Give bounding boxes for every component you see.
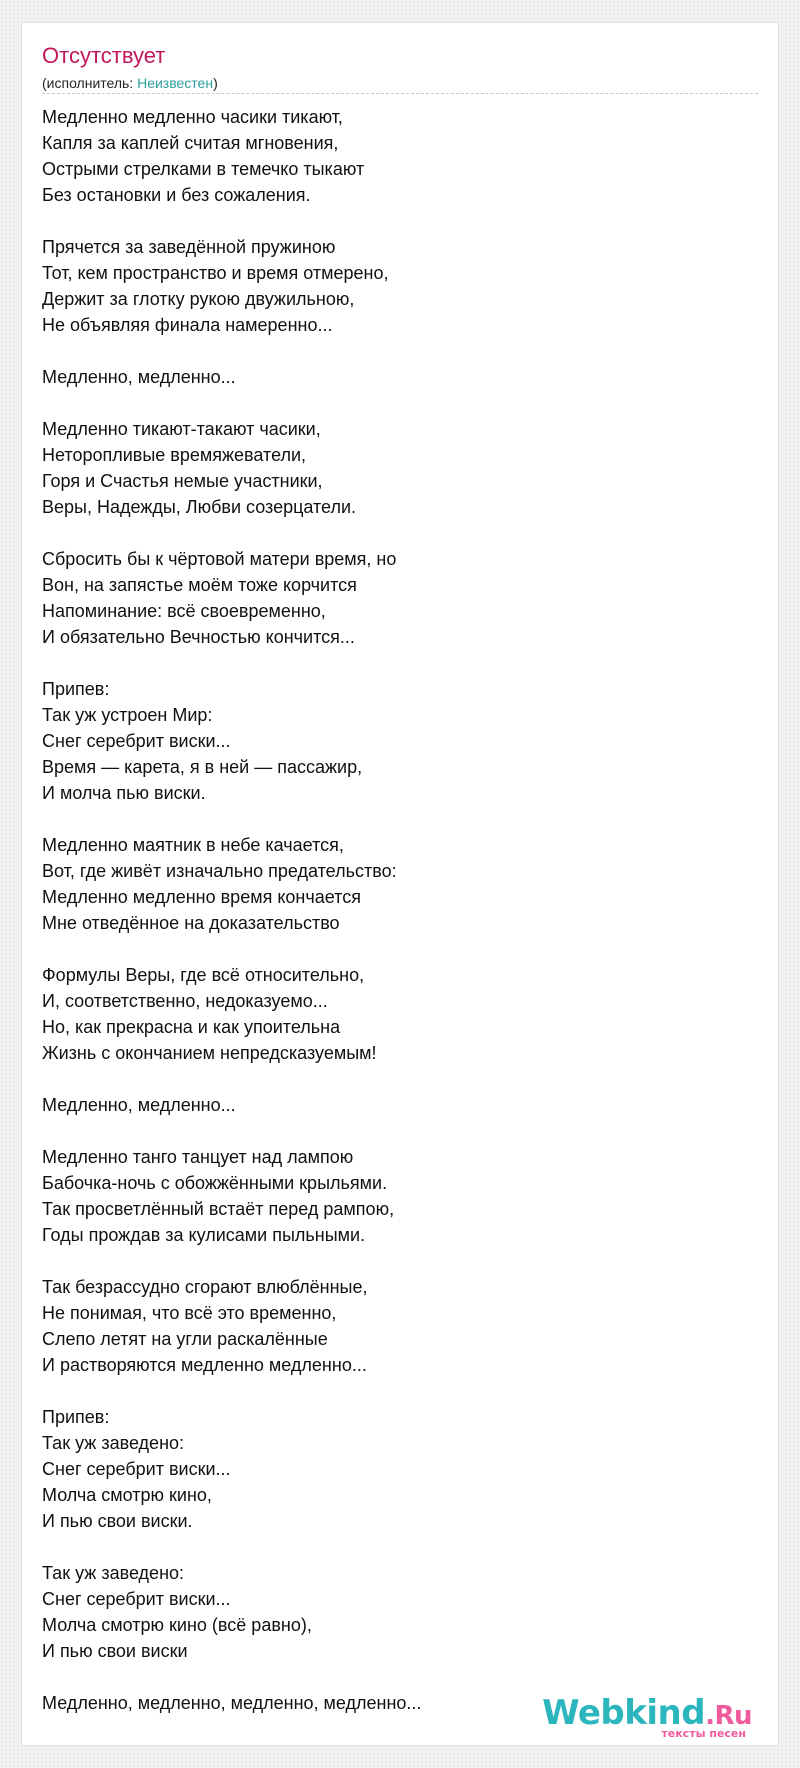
stanza-break	[42, 1248, 758, 1274]
stanza-break	[42, 520, 758, 546]
logo-word: Webkind	[542, 1693, 706, 1733]
stanza-break	[42, 338, 758, 364]
lyric-line: Так уж заведено:	[42, 1563, 185, 1583]
lyric-line: Держит за глотку рукою двужильною,	[42, 289, 355, 309]
lyric-line: Так безрассудно сгорают влюблённые,	[42, 1277, 368, 1297]
stanza-break	[42, 208, 758, 234]
lyric-line: Время — карета, я в ней — пассажир,	[42, 757, 363, 777]
lyrics-text	[42, 104, 758, 1716]
stanza-break	[42, 1118, 758, 1144]
stanza-break	[42, 936, 758, 962]
stanza-break	[42, 806, 758, 832]
lyric-line: Мне отведённое на доказательство	[42, 913, 340, 933]
lyric-line: И пью свои виски.	[42, 1511, 193, 1531]
lyric-line: Вот, где живёт изначально предательство:	[42, 861, 397, 881]
stanza-break	[42, 650, 758, 676]
lyric-line: Не объявляя финала намеренно...	[42, 315, 333, 335]
lyric-line: Снег серебрит виски...	[42, 731, 231, 751]
lyric-line: Медленно, медленно...	[42, 367, 236, 387]
lyric-line: И пью свои виски	[42, 1641, 188, 1661]
lyric-line: Формулы Веры, где всё относительно,	[42, 965, 365, 985]
lyrics-card	[21, 22, 779, 1746]
lyric-line: Но, как прекрасна и как упоительна	[42, 1017, 341, 1037]
lyric-line: Так уж заведено:	[42, 1433, 185, 1453]
lyric-line: Острыми стрелками в темечко тыкают	[42, 159, 365, 179]
divider	[42, 93, 758, 94]
lyric-line: Вон, на запястье моём тоже корчится	[42, 575, 357, 595]
lyric-line: Неторопливые времяжеватели,	[42, 445, 307, 465]
lyric-line: Веры, Надежды, Любви созерцатели.	[42, 497, 357, 517]
lyric-line: Сбросить бы к чёртовой матери время, но	[42, 549, 397, 569]
lyric-line: Припев:	[42, 1407, 110, 1427]
lyric-line: Медленно, медленно...	[42, 1095, 236, 1115]
lyric-line: Медленно медленно часики тикают,	[42, 107, 343, 127]
lyric-line: Тот, кем пространство и время отмерено,	[42, 263, 389, 283]
lyric-line: Не понимая, что всё это временно,	[42, 1303, 337, 1323]
artist-suffix: )	[213, 75, 218, 91]
artist-link[interactable]: Неизвестен	[137, 75, 214, 91]
lyric-line: И молча пью виски.	[42, 783, 206, 803]
stanza-break	[42, 1534, 758, 1560]
stanza-break	[42, 1066, 758, 1092]
lyric-line: И обязательно Вечностью кончится...	[42, 627, 355, 647]
artist-line	[42, 74, 218, 92]
site-logo[interactable]	[542, 1693, 752, 1740]
lyric-line: И, соответственно, недоказуемо...	[42, 991, 328, 1011]
stanza-break	[42, 1378, 758, 1404]
logo-tagline: тексты песен	[661, 1727, 746, 1740]
lyric-line: Молча смотрю кино,	[42, 1485, 212, 1505]
stanza-break	[42, 390, 758, 416]
logo-tld: .Ru	[705, 1701, 752, 1731]
lyric-line: Медленно, медленно, медленно, медленно...	[42, 1693, 422, 1713]
lyric-line: Без остановки и без сожаления.	[42, 185, 311, 205]
lyric-line: Горя и Счастья немые участники,	[42, 471, 323, 491]
lyric-line: Годы прождав за кулисами пыльными.	[42, 1225, 366, 1245]
stanza-break	[42, 1664, 758, 1690]
logo-wordmark	[542, 1693, 752, 1733]
lyric-line: Медленно тикают-такают часики,	[42, 419, 321, 439]
lyric-line: Снег серебрит виски...	[42, 1459, 231, 1479]
lyric-line: И растворяются медленно медленно...	[42, 1355, 367, 1375]
lyric-line: Медленно медленно время кончается	[42, 887, 361, 907]
lyric-line: Напоминание: всё своевременно,	[42, 601, 326, 621]
lyric-line: Так просветлённый встаёт перед рампою,	[42, 1199, 395, 1219]
lyric-line: Припев:	[42, 679, 110, 699]
lyric-line: Жизнь с окончанием непредсказуемым!	[42, 1043, 377, 1063]
lyric-line: Прячется за заведённой пружиною	[42, 237, 336, 257]
lyric-line: Капля за каплей считая мгновения,	[42, 133, 339, 153]
lyric-line: Бабочка-ночь с обожжёнными крыльями.	[42, 1173, 388, 1193]
lyric-line: Молча смотрю кино (всё равно),	[42, 1615, 312, 1635]
lyric-line: Медленно маятник в небе качается,	[42, 835, 344, 855]
lyric-line: Снег серебрит виски...	[42, 1589, 231, 1609]
lyric-line: Медленно танго танцует над лампою	[42, 1147, 354, 1167]
lyric-line: Так уж устроен Мир:	[42, 705, 213, 725]
artist-prefix: (исполнитель:	[42, 75, 138, 91]
lyric-line: Слепо летят на угли раскалённые	[42, 1329, 328, 1349]
song-title: Отсутствует	[42, 43, 166, 68]
